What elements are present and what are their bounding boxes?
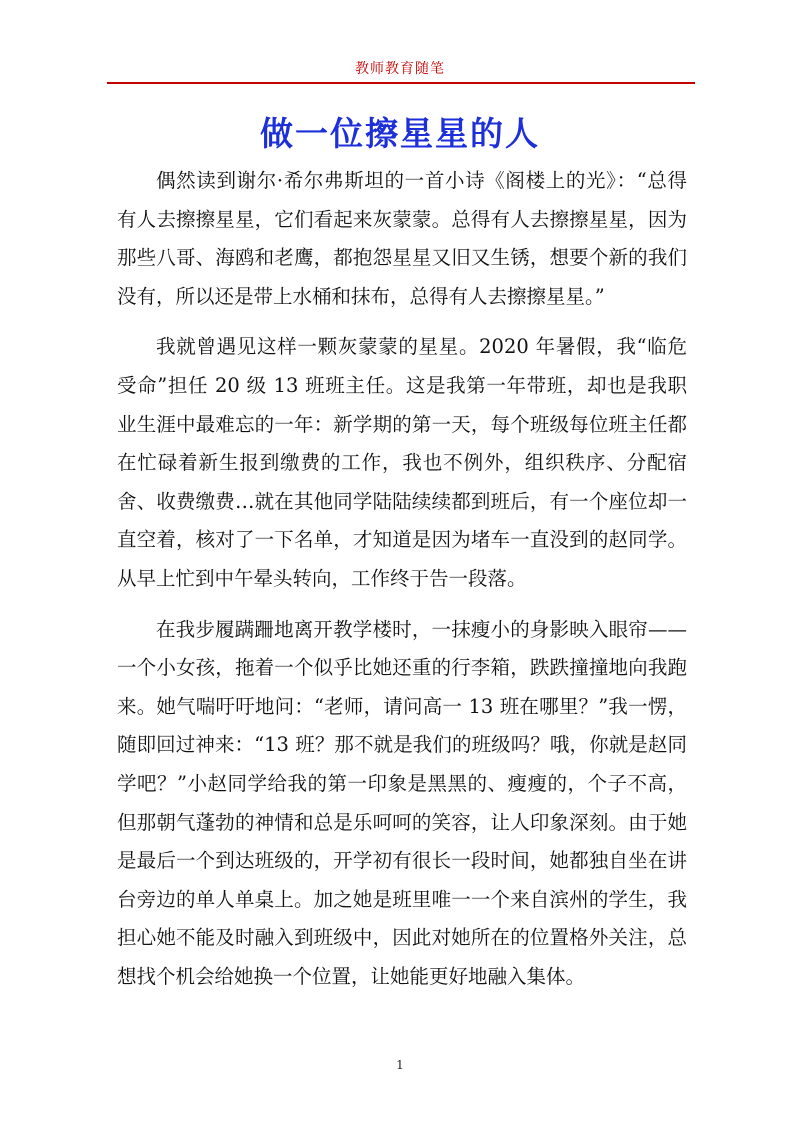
header-divider (107, 82, 695, 84)
paragraph-1: 偶然读到谢尔·希尔弗斯坦的一首小诗《阁楼上的光》：“总得有人去擦擦星星，它们看起来灰蒙蒙。总得有人去擦擦星星，因为那些八哥、海鸥和老鹰，都抱怨星星又旧又生锈，想要个新的我们没有，所以还是带上水桶和抹布，总得有人去擦擦星星。” (117, 169, 687, 308)
document-body (117, 162, 687, 1008)
paragraph-3: 在我步履蹒跚地离开教学楼时，一抹瘦小的身影映入眼帘——一个小女孩，拖着一个似乎比她还重的行李箱，跌跌撞撞地向我跑来。她气喘吁吁地问：“老师，请问高一 13 班在哪里？”我一愣，随即回过神来：“13 班？那不就是我们的班级吗？哦，你就是赵同学吧？”小赵同学给我的第一印象是黑黑的、瘦瘦的，个子不高，但那朝气蓬勃的神情和总是乐呵呵的笑容，让人印象深刻。由于她是最后一个到达班级的，开学初有很长一段时间，她都独自坐在讲台旁边的单人单桌上。加之她是班里唯一一个来自滨州的学生，我担心她不能及时融入到班级中，因此对她所在的位置格外关注，总想找个机会给她换一个位置，让她能更好地融入集体。 (117, 617, 687, 988)
paragraph-2: 我就曾遇见这样一颗灰蒙蒙的星星。2020 年暑假，我“临危受命”担任 20 级 13 班班主任。这是我第一年带班，却也是我职业生涯中最难忘的一年：新学期的第一天，每个班级每位班主任都在忙碌着新生报到缴费的工作，我也不例外，组织秩序、分配宿舍、收费缴费…就在其他同学陆陆续续都到班后，有一个座位却一直空着，核对了一下名单，才知道是因为堵车一直没到的赵同学。从早上忙到中午晕头转向，工作终于告一段落。 (117, 335, 687, 590)
running-header: 教师教育随笔 (355, 61, 445, 77)
page-number: 1 (396, 1058, 404, 1072)
document-title: 做一位擦星星的人 (260, 114, 540, 153)
